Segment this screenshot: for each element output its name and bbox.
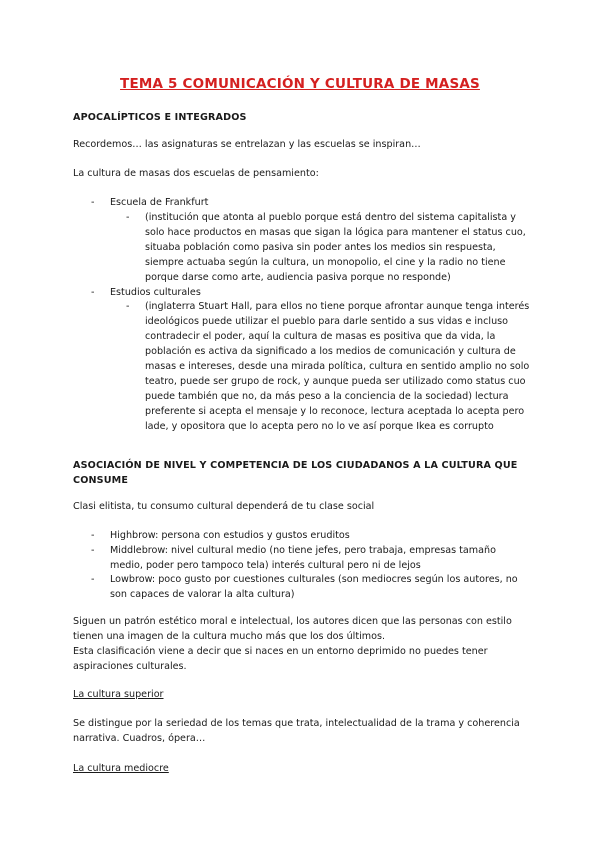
heading-asociacion-nivel: ASOCIACIÓN DE NIVEL Y COMPETENCIA DE LOS CIUDADANOS A LA CULTURA QUE CONSUME: [73, 460, 518, 486]
sublist-dash: -: [126, 301, 130, 312]
list-dash: -: [91, 197, 95, 208]
list-dash: -: [91, 287, 95, 298]
list-dash: -: [91, 530, 95, 541]
list-item-frankfurt: Escuela de Frankfurt: [110, 197, 209, 208]
page-title: TEMA 5 COMUNICACIÓN Y CULTURA DE MASAS: [120, 76, 480, 92]
list-item-estudios-culturales: Estudios culturales: [110, 287, 201, 298]
cultura-superior-paragraph: Se distingue por la seriedad de los temas que trata, intelectualidad de la trama y coherencia narrativa. Cuadros, ópera…: [73, 718, 520, 744]
list-item-middlebrow: Middlebrow: nivel cultural medio (no tiene jefes, pero trabaja, empresas tamaño medio, poder pero tampoco tela) interés cultural pero ni de lejos: [110, 545, 496, 571]
subheading-cultura-superior: La cultura superior: [73, 689, 164, 700]
list-dash: -: [91, 545, 95, 556]
list-item-lowbrow: Lowbrow: poco gusto por cuestiones culturales (son mediocres según los autores, no son capaces de valorar la alta cultura): [110, 574, 518, 600]
intro-paragraph: Recordemos… las asignaturas se entrelazan y las escuelas se inspiran…: [73, 139, 421, 150]
patron-estetico-paragraph: Siguen un patrón estético moral e intelectual, los autores dicen que las personas con estilo tienen una imagen de la cultura mucho más que los dos últimos.: [73, 616, 512, 642]
heading-apocalipticos: APOCALÍPTICOS E INTEGRADOS: [73, 112, 247, 123]
list-item-highbrow: Highbrow: persona con estudios y gustos eruditos: [110, 530, 350, 541]
sublist-dash: -: [126, 212, 130, 223]
schools-intro: La cultura de masas dos escuelas de pensamiento:: [73, 168, 319, 179]
subheading-cultura-mediocre: La cultura mediocre: [73, 763, 169, 774]
clasificacion-paragraph: Esta clasificación viene a decir que si naces en un entorno deprimido no puedes tener aspiraciones culturales.: [73, 646, 488, 672]
list-dash: -: [91, 574, 95, 585]
estudios-culturales-description: (inglaterra Stuart Hall, para ellos no tiene porque afrontar aunque tenga interés ideológicos puede utilizar el pueblo para darle sentido a sus vidas e incluso contradecir el poder, aquí la cultura de masas es positiva que da vida, la población es activa da significado a los medios de comunicación y cultura de masas e intereses, desde una mirada política, cultura en sentido amplio no solo teatro, puede ser grupo de rock, y aunque pueda ser utilizado como status cuo puede también que no, da más peso a la conciencia de la sociedad) lectura preferente si acepta el mensaje y lo reconoce, lectura aceptada lo acepta pero lade, y opositora que lo acepta pero no lo ve así porque Ikea es corrupto: [145, 301, 530, 432]
frankfurt-description: (institución que atonta al pueblo porque está dentro del sistema capitalista y solo hace productos en masas que sigan la lógica para mantener el status cuo, situaba población como pasiva sin poder antes los medios sin respuesta, siempre actuaba según la cultura, un monopolio, el cine y la radio no tiene porque darse como arte, audiencia pasiva porque no responde): [145, 212, 526, 283]
clasi-elitista-paragraph: Clasi elitista, tu consumo cultural dependerá de tu clase social: [73, 501, 375, 512]
